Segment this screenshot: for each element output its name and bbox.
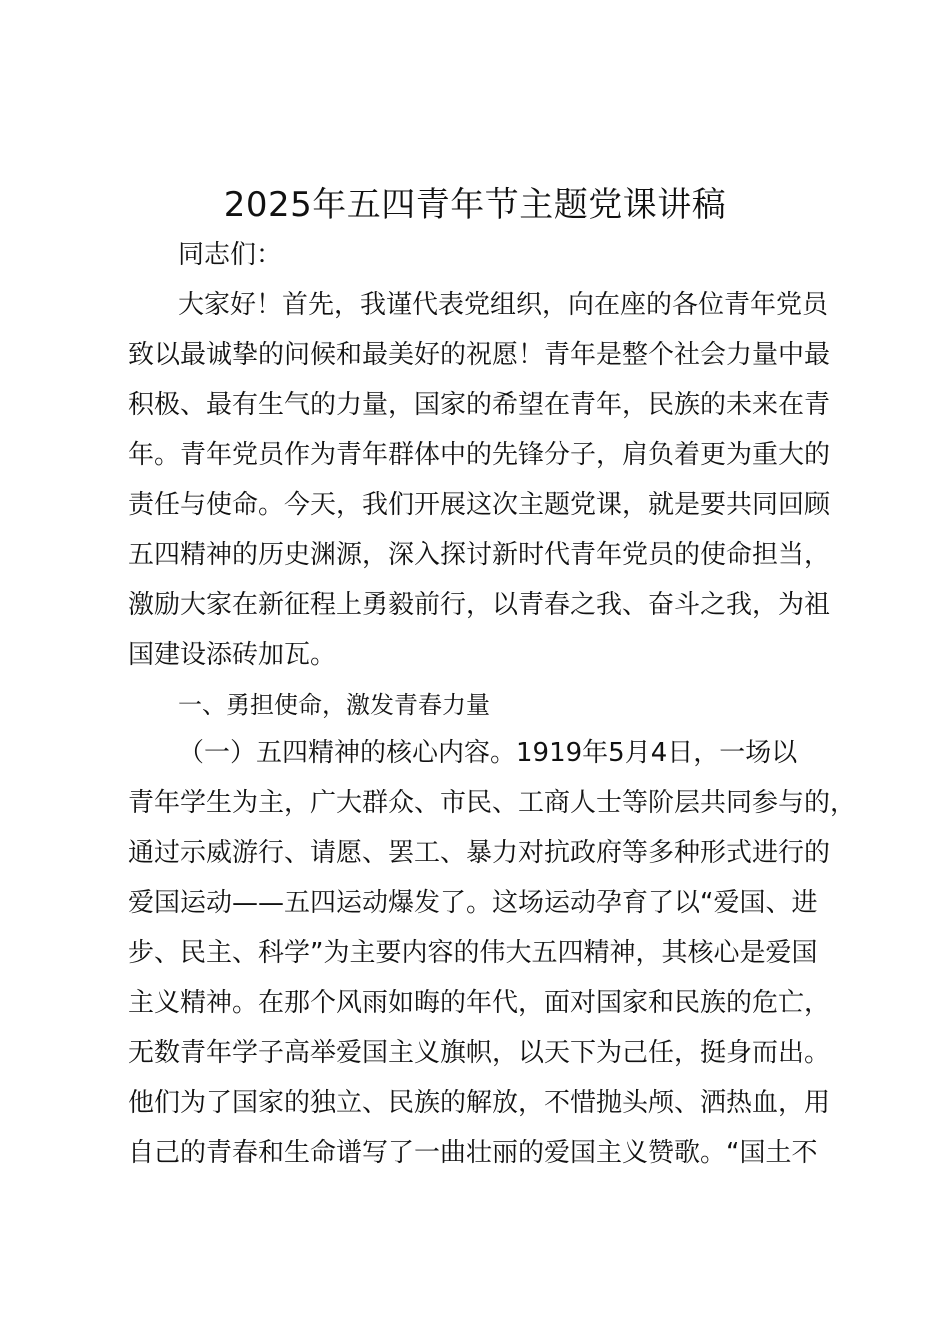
paragraph-1-line-2: 致以最诚挚的问候和最美好的祝愿！青年是整个社会力量中最 (128, 340, 831, 370)
paragraph-1-line-5: 责任与使命。今天，我们开展这次主题党课，就是要共同回顾 (128, 490, 831, 520)
paragraph-1-line-6: 五四精神的历史渊源，深入探讨新时代青年党员的使命担当， (128, 540, 831, 570)
paragraph-2-line-1: （一）五四精神的核心内容。1919年5月4日，一场以 (178, 738, 798, 768)
paragraph-2-line-8: 他们为了国家的独立、民族的解放，不惜抛头颅、洒热血，用 (128, 1088, 831, 1118)
paragraph-1-line-4: 年。青年党员作为青年群体中的先锋分子，肩负着更为重大的 (128, 440, 831, 470)
salutation: 同志们： (178, 240, 283, 270)
paragraph-2-line-6: 主义精神。在那个风雨如晦的年代，面对国家和民族的危亡， (128, 988, 831, 1018)
paragraph-2-line-2: 青年学生为主，广大群众、市民、工商人士等阶层共同参与的， (128, 788, 857, 818)
paragraph-2-line-5: 步、民主、科学”为主要内容的伟大五四精神，其核心是爱国 (128, 938, 818, 968)
paragraph-2-line-9: 自己的青春和生命谱写了一曲壮丽的爱国主义赞歌。“国土不 (128, 1138, 818, 1168)
paragraph-2-line-7: 无数青年学子高举爱国主义旗帜，以天下为己任，挺身而出。 (128, 1038, 831, 1068)
paragraph-2-line-4: 爱国运动——五四运动爆发了。这场运动孕育了以“爱国、进 (128, 888, 818, 918)
paragraph-1-line-7: 激励大家在新征程上勇毅前行，以青春之我、奋斗之我，为祖 (128, 590, 831, 620)
paragraph-2-line-3: 通过示威游行、请愿、罢工、暴力对抗政府等多种形式进行的 (128, 838, 831, 868)
section-1-heading: 一、勇担使命，激发青春力量 (178, 691, 490, 719)
paragraph-1-line-1: 大家好！首先，我谨代表党组织，向在座的各位青年党员 (178, 290, 829, 320)
paragraph-1-line-3: 积极、最有生气的力量，国家的希望在青年，民族的未来在青 (128, 390, 831, 420)
document-title: 2025年五四青年节主题党课讲稿 (223, 185, 727, 225)
paragraph-1-line-8: 国建设添砖加瓦。 (128, 640, 337, 670)
